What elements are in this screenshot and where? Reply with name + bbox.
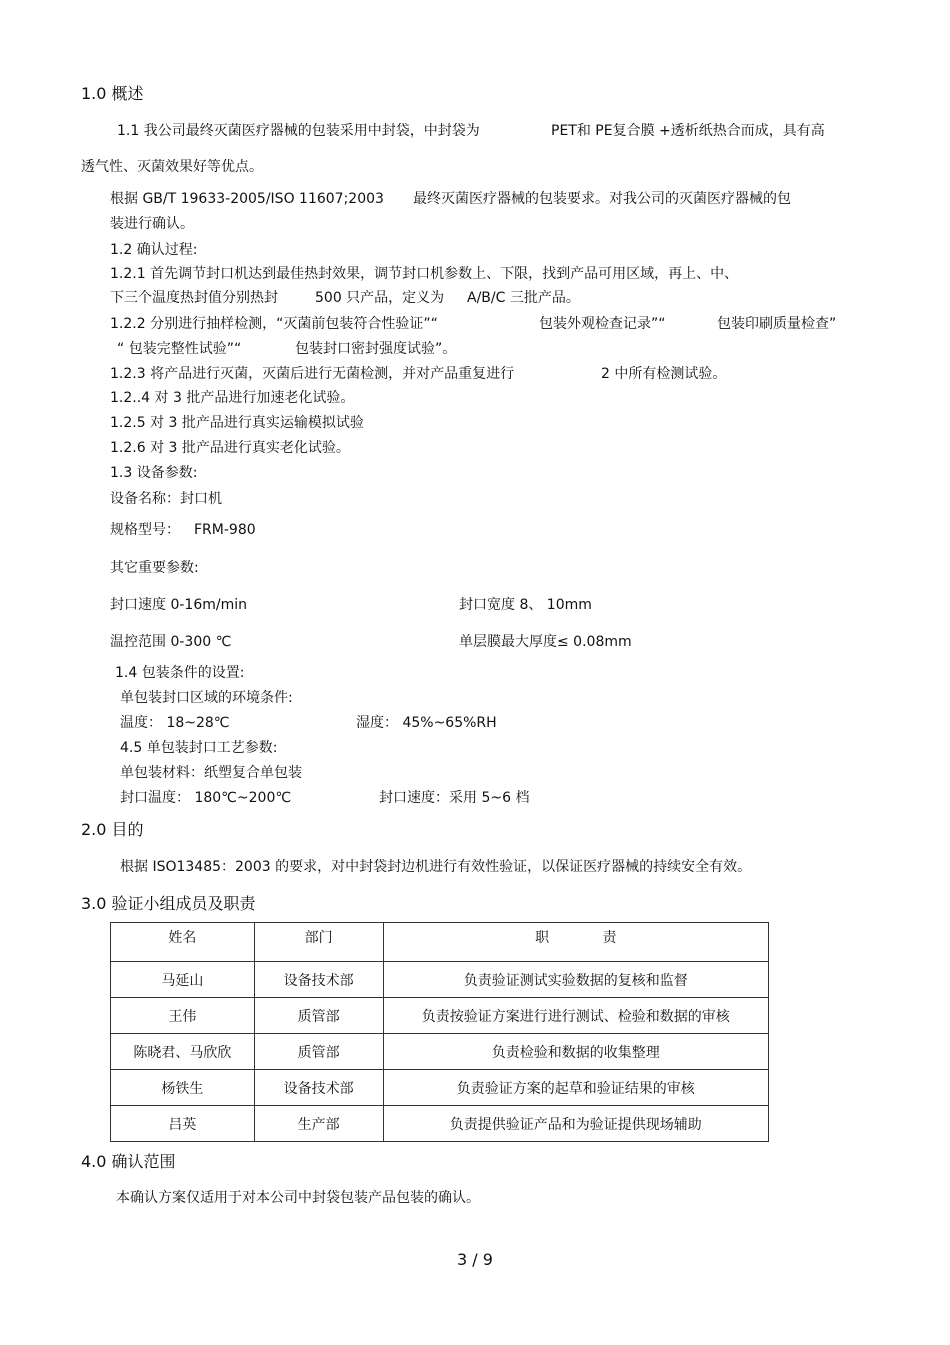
- member-department: 质管部: [254, 1034, 383, 1070]
- temperature-cond: 温度： 18~28℃: [120, 715, 230, 731]
- member-duty: 负责验证方案的起草和验证结果的审核: [383, 1070, 768, 1106]
- table-row: [111, 962, 769, 998]
- para-1-2-5: 1.2.5 对 3 批产品进行真实运输模拟试验: [110, 415, 364, 431]
- device-name: 设备名称：封口机: [110, 491, 222, 507]
- env-conditions: 单包装封口区域的环境条件:: [120, 690, 293, 706]
- basis-text: 最终灭菌医疗器械的包装要求。对我公司的灭菌医疗器械的包: [413, 191, 791, 207]
- para-1-2-2: “ 包装完整性试验”“: [117, 341, 242, 357]
- member-duty: 负责验证测试实验数据的复核和监督: [383, 962, 768, 998]
- heading-1-2: 1.2 确认过程:: [110, 242, 198, 258]
- para-1-2-2: 包装印刷质量检查”: [717, 316, 837, 332]
- basis-text: 根据 GB/T 19633-2005/ISO 11607;2003: [110, 191, 384, 207]
- para-1-1-text: PET和 PE复合膜 +透析纸热合而成，具有高: [551, 123, 825, 139]
- member-name: 马延山: [111, 962, 255, 998]
- member-duty: 负责按验证方案进行进行测试、检验和数据的审核: [383, 998, 768, 1034]
- member-name: 杨铁生: [111, 1070, 255, 1106]
- humidity-cond: 湿度： 45%~65%RH: [356, 715, 497, 731]
- scope-text: 本确认方案仅适用于对本公司中封袋包装产品包装的确认。: [116, 1190, 480, 1206]
- para-1-2-1: 500 只产品，定义为: [315, 290, 445, 306]
- member-name: 陈晓君、马欣欣: [111, 1034, 255, 1070]
- purpose-text: 根据 ISO13485：2003 的要求，对中封袋封边机进行有效性验证，以保证医疗器械的持续安全有效。: [120, 859, 752, 875]
- para-1-1-text: 1.1 我公司最终灭菌医疗器械的包装采用中封袋，中封袋为: [117, 123, 480, 139]
- para-1-2-3: 1.2.3 将产品进行灭菌，灭菌后进行无菌检测，并对产品重复进行: [110, 366, 515, 382]
- table-row: [111, 1070, 769, 1106]
- member-department: 质管部: [254, 998, 383, 1034]
- para-1-2-4: 1.2..4 对 3 批产品进行加速老化试验。: [110, 390, 355, 406]
- para-1-1-text: 透气性、灭菌效果好等优点。: [81, 159, 263, 175]
- member-department: 设备技术部: [254, 962, 383, 998]
- section-3-heading: 3.0 验证小组成员及职责: [81, 894, 256, 913]
- para-1-2-1: 下三个温度热封值分别热封: [110, 290, 278, 306]
- other-params-label: 其它重要参数:: [110, 560, 199, 576]
- para-1-2-1: 1.2.1 首先调节封口机达到最佳热封效果，调节封口机参数上、下限，找到产品可用区域，再上、中、: [110, 266, 739, 282]
- basis-text: 装进行确认。: [110, 216, 194, 232]
- table-row: [111, 1106, 769, 1142]
- para-1-2-6: 1.2.6 对 3 批产品进行真实老化试验。: [110, 440, 350, 456]
- member-duty: 负责提供验证产品和为验证提供现场辅助: [383, 1106, 768, 1142]
- member-department: 生产部: [254, 1106, 383, 1142]
- temp-range-param: 温控范围 0-300 ℃: [110, 634, 232, 650]
- column-header: 部门: [254, 923, 383, 962]
- table-header-row: [111, 923, 769, 962]
- seal-temperature: 封口温度： 180℃~200℃: [120, 790, 292, 806]
- table-row: [111, 1034, 769, 1070]
- seal-width-param: 封口宽度 8、 10mm: [459, 597, 592, 613]
- seal-speed-param: 封口速度 0-16m/min: [110, 597, 247, 613]
- film-thickness-param: 单层膜最大厚度≤ 0.08mm: [459, 634, 632, 650]
- member-duty: 负责检验和数据的收集整理: [383, 1034, 768, 1070]
- model-label: 规格型号：: [110, 522, 180, 538]
- para-1-2-3: 2 中所有检测试验。: [601, 366, 727, 382]
- heading-1-4: 1.4 包装条件的设置:: [115, 665, 245, 681]
- para-1-2-1: A/B/C 三批产品。: [467, 290, 580, 306]
- column-header: 职 责: [383, 923, 768, 962]
- page-number: 3 / 9: [457, 1250, 493, 1269]
- model-value: FRM-980: [194, 522, 256, 538]
- members-table: [110, 922, 769, 1142]
- section-1-heading: 1.0 概述: [81, 84, 144, 103]
- member-department: 设备技术部: [254, 1070, 383, 1106]
- heading-4-5: 4.5 单包装封口工艺参数:: [120, 740, 278, 756]
- para-1-2-2: 包装外观检查记录”“: [539, 316, 666, 332]
- member-name: 吕英: [111, 1106, 255, 1142]
- table-row: [111, 998, 769, 1034]
- member-name: 王伟: [111, 998, 255, 1034]
- section-4-heading: 4.0 确认范围: [81, 1152, 176, 1171]
- seal-speed-setting: 封口速度：采用 5~6 档: [379, 790, 530, 806]
- column-header: 姓名: [111, 923, 255, 962]
- section-2-heading: 2.0 目的: [81, 820, 144, 839]
- heading-1-3: 1.3 设备参数:: [110, 465, 198, 481]
- para-1-2-2: 1.2.2 分别进行抽样检测，“灭菌前包装符合性验证”“: [110, 316, 438, 332]
- package-material: 单包装材料：纸塑复合单包装: [120, 765, 302, 781]
- para-1-2-2: 包装封口密封强度试验”。: [295, 341, 457, 357]
